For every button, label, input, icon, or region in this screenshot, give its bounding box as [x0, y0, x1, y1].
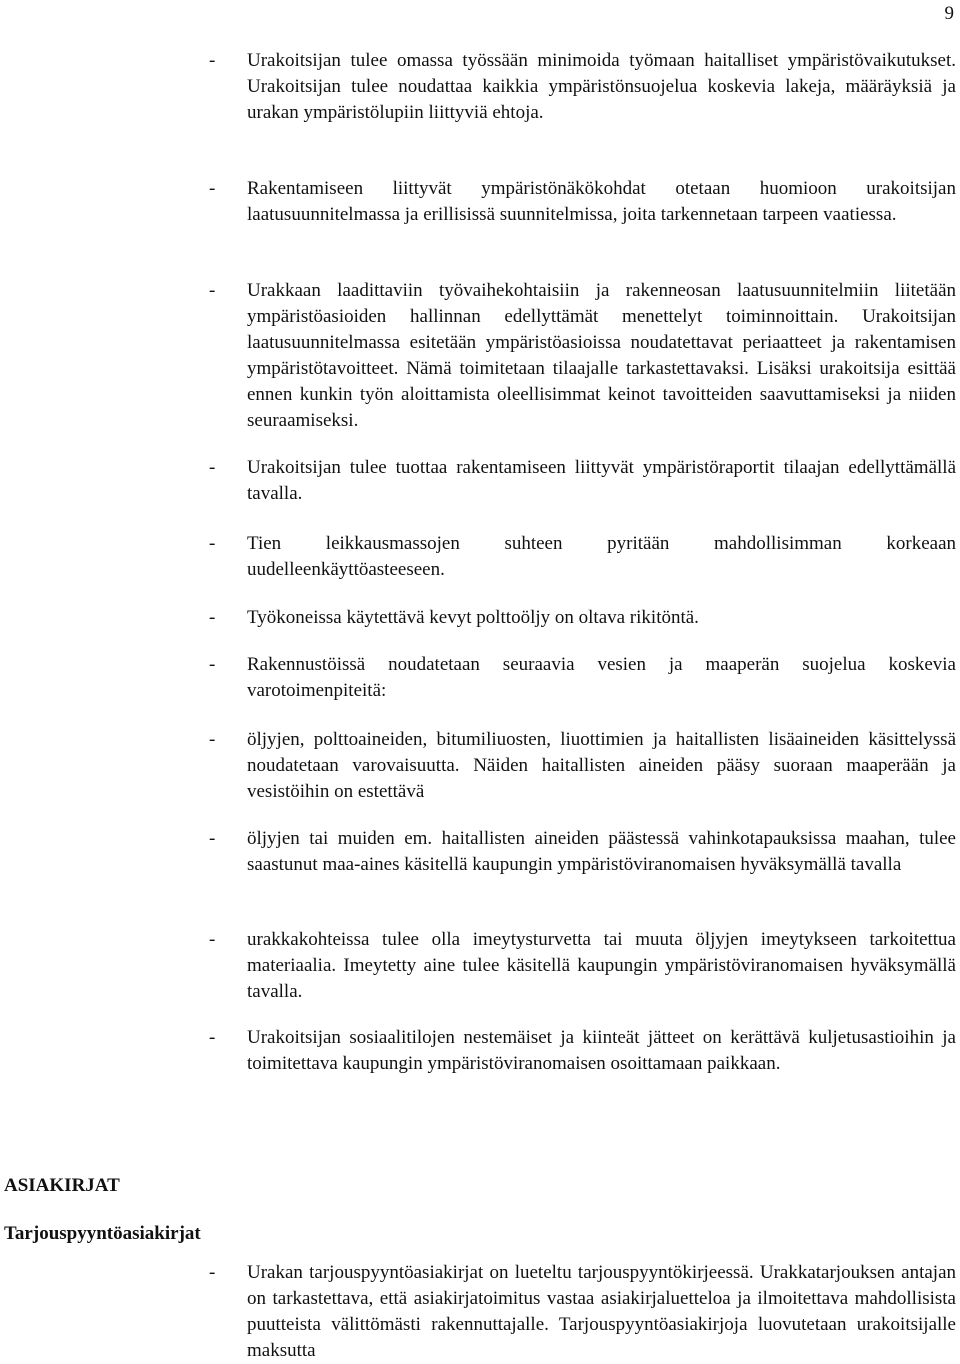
list-bullet: -	[209, 1027, 216, 1048]
list-item-text: Työkoneissa käytettävä kevyt polttoöljy on oltava rikitöntä.	[247, 607, 699, 628]
list-item-text: Urakan tarjouspyyntöasiakirjat on lueteltu tarjouspyyntökirjeessä. Urakkatarjouksen antajan on tarkastettava, että asiakirjatoimitus vastaa asiakirjaluetteloa ja ilmoitettava mahdollisista puutteista välittömästi rakennuttajalle. Tarjouspyyntöasiakirjoja luovutetaan urakoitsijalle maksutta	[247, 1262, 956, 1361]
list-bullet: -	[209, 1262, 216, 1283]
list-item-text: Rakentamiseen liittyvät ympäristönäkökohdat otetaan huomioon urakoitsijan laatusuunnitelmassa ja erillisissä suunnitelmissa, joita tarkennetaan tarpeen vaatiessa.	[247, 178, 956, 225]
list-bullet: -	[209, 729, 216, 750]
list-bullet: -	[209, 607, 216, 628]
list-bullet: -	[209, 50, 216, 71]
list-item	[209, 176, 956, 228]
page-number: 9	[944, 3, 954, 24]
list-item	[209, 455, 956, 507]
list-item	[209, 826, 956, 878]
list-item-text: Urakoitsijan tulee tuottaa rakentamiseen liittyvät ympäristöraportit tilaajan edellyttämällä tavalla.	[247, 457, 956, 504]
list-item-text: Urakoitsijan sosiaalitilojen nestemäiset ja kiinteät jätteet on kerättävä kuljetusastioihin ja toimitettava kaupungin ympäristöviranomaisen osoittamaan paikkaan.	[247, 1027, 956, 1074]
list-item	[209, 927, 956, 1005]
list-bullet: -	[209, 533, 216, 554]
list-bullet: -	[209, 457, 216, 478]
list-item	[209, 1260, 956, 1364]
section-subheading: Tarjouspyyntöasiakirjat	[4, 1223, 201, 1244]
list-item-text: öljyjen tai muiden em. haitallisten aineiden päästessä vahinkotapauksissa maahan, tulee saastunut maa-aines käsitellä kaupungin ympäristöviranomaisen hyväksymällä tavalla	[247, 828, 956, 875]
list-item	[209, 1025, 956, 1077]
list-item	[209, 652, 956, 704]
list-bullet: -	[209, 828, 216, 849]
list-item	[209, 727, 956, 805]
list-item-text: Urakkaan laadittaviin työvaihekohtaisiin ja rakenneosan laatusuunnitelmiin liitetään ympäristöasioiden hallinnan edellyttämät menettelyt toiminnoittain. Urakoitsijan laatusuunnitelmassa esitetään ympäristöasioissa noudatettavat periaatteet ja rakentamisen ympäristötavoitteet. Nämä toimitetaan tilaajalle tarkastettavaksi. Lisäksi urakoitsija esittää ennen kunkin työn aloittamista oleellisimmat keinot tavoitteiden saavuttamiseksi ja niiden seuraamiseksi.	[247, 280, 956, 431]
list-item-text: Urakoitsijan tulee omassa työssään minimoida työmaan haitalliset ympäristövaikutukset. Urakoitsijan tulee noudattaa kaikkia ympäristönsuojelua koskevia lakeja, määräyksiä ja urakan ympäristölupiin liittyviä ehtoja.	[247, 50, 956, 123]
list-bullet: -	[209, 929, 216, 950]
list-item	[209, 48, 956, 126]
list-bullet: -	[209, 654, 216, 675]
list-item	[209, 605, 956, 631]
list-item-text: Tien leikkausmassojen suhteen pyritään mahdollisimman korkeaan uudelleenkäyttöasteeseen.	[247, 533, 956, 580]
list-item	[209, 278, 956, 434]
list-item-text: Rakennustöissä noudatetaan seuraavia vesien ja maaperän suojelua koskevia varotoimenpiteitä:	[247, 654, 956, 701]
list-item-text: öljyjen, polttoaineiden, bitumiliuosten, liuottimien ja haitallisten lisäaineiden käsittelyssä noudatetaan varovaisuutta. Näiden haitallisten aineiden pääsy suoraan maaperään ja vesistöihin on estettävä	[247, 729, 956, 802]
list-bullet: -	[209, 178, 216, 199]
list-bullet: -	[209, 280, 216, 301]
list-item-text: urakkakohteissa tulee olla imeytysturvetta tai muuta öljyjen imeytykseen tarkoitettua materiaalia. Imeytetty aine tulee käsitellä kaupungin ympäristöviranomaisen hyväksymällä tavalla.	[247, 929, 956, 1002]
list-item	[209, 531, 956, 583]
section-heading: ASIAKIRJAT	[4, 1175, 120, 1196]
